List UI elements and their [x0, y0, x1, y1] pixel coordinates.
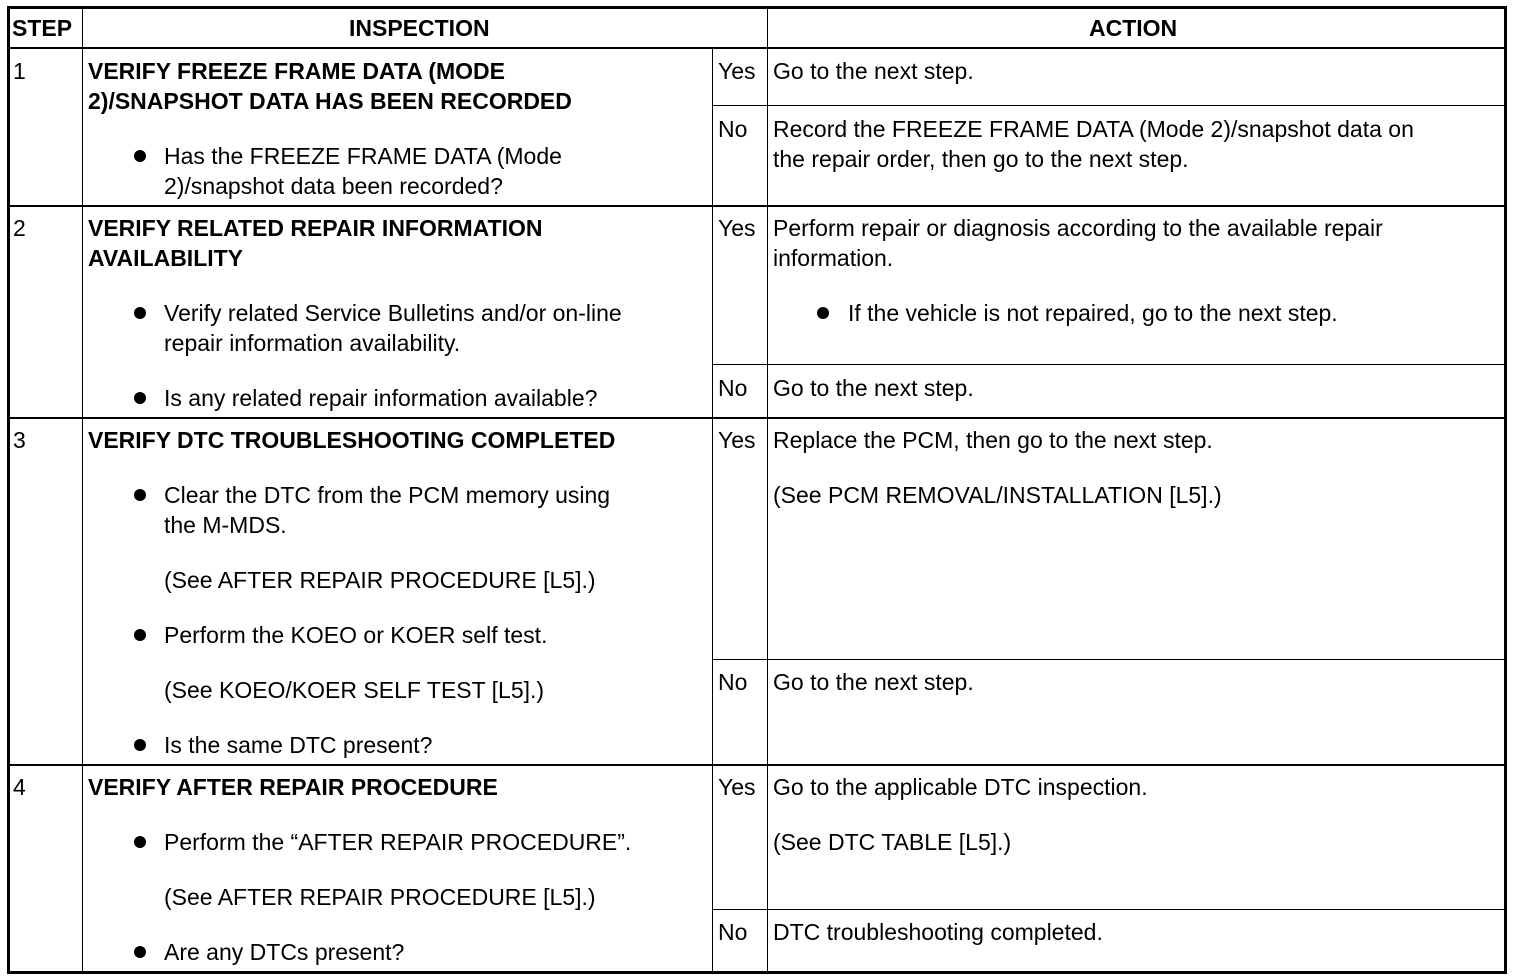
- inspection-item: Verify related Service Bulletins and/or on-line: [164, 300, 622, 326]
- no-action: DTC troubleshooting completed.: [773, 919, 1103, 945]
- no-action: Record the FREEZE FRAME DATA (Mode 2)/snapshot data on: [773, 116, 1414, 142]
- reference-text: (See AFTER REPAIR PROCEDURE [L5].): [164, 884, 596, 910]
- step-title: VERIFY RELATED REPAIR INFORMATION: [88, 215, 543, 241]
- no-label: No: [718, 375, 748, 401]
- step-title: AVAILABILITY: [88, 245, 244, 271]
- bullet-icon: [134, 489, 146, 501]
- inspection-item: Perform the “AFTER REPAIR PROCEDURE”.: [164, 829, 632, 855]
- yes-action-item: If the vehicle is not repaired, go to the next step.: [848, 300, 1338, 326]
- inspection-item: 2)/snapshot data been recorded?: [164, 173, 503, 199]
- yes-action: information.: [773, 245, 894, 271]
- yes-action: Perform repair or diagnosis according to the available repair: [773, 215, 1383, 241]
- bullet-icon: [134, 739, 146, 751]
- bullet-icon: [134, 946, 146, 958]
- yes-label: Yes: [718, 215, 756, 241]
- step-number: 2: [13, 215, 26, 241]
- reference-text: (See AFTER REPAIR PROCEDURE [L5].): [164, 567, 596, 593]
- step-number: 3: [13, 427, 26, 453]
- inspection-item: repair information availability.: [164, 330, 461, 356]
- step-title: 2)/SNAPSHOT DATA HAS BEEN RECORDED: [88, 88, 572, 114]
- step-title: VERIFY AFTER REPAIR PROCEDURE: [88, 774, 498, 800]
- bullet-icon: [134, 392, 146, 404]
- yes-action: Go to the applicable DTC inspection.: [773, 774, 1148, 800]
- no-action: Go to the next step.: [773, 669, 974, 695]
- step-title: VERIFY FREEZE FRAME DATA (MODE: [88, 58, 505, 84]
- no-label: No: [718, 669, 748, 695]
- no-label: No: [718, 116, 748, 142]
- step-number: 4: [13, 774, 26, 800]
- bullet-icon: [134, 150, 146, 162]
- yes-action: Go to the next step.: [773, 58, 974, 84]
- inspection-item: Perform the KOEO or KOER self test.: [164, 622, 548, 648]
- bullet-icon: [134, 836, 146, 848]
- inspection-item: Is any related repair information available?: [164, 385, 598, 411]
- inspection-item: Has the FREEZE FRAME DATA (Mode: [164, 143, 562, 169]
- no-action: the repair order, then go to the next step.: [773, 146, 1189, 172]
- yes-label: Yes: [718, 774, 756, 800]
- bullet-icon: [134, 629, 146, 641]
- step-title: VERIFY DTC TROUBLESHOOTING COMPLETED: [88, 427, 616, 453]
- yes-action: Replace the PCM, then go to the next step.: [773, 427, 1213, 453]
- header-inspection: INSPECTION: [349, 15, 490, 41]
- reference-text: (See KOEO/KOER SELF TEST [L5].): [164, 677, 545, 703]
- no-action: Go to the next step.: [773, 375, 974, 401]
- reference-text: (See PCM REMOVAL/INSTALLATION [L5].): [773, 482, 1222, 508]
- bullet-icon: [817, 307, 829, 319]
- header-step: STEP: [12, 15, 73, 41]
- reference-text: (See DTC TABLE [L5].): [773, 829, 1012, 855]
- bullet-icon: [134, 307, 146, 319]
- yes-label: Yes: [718, 58, 756, 84]
- no-label: No: [718, 919, 748, 945]
- yes-label: Yes: [718, 427, 756, 453]
- inspection-item: Is the same DTC present?: [164, 732, 433, 758]
- inspection-item: Are any DTCs present?: [164, 939, 405, 965]
- step-number: 1: [13, 58, 26, 84]
- inspection-item: Clear the DTC from the PCM memory using: [164, 482, 611, 508]
- inspection-item: the M-MDS.: [164, 512, 287, 538]
- header-action: ACTION: [1089, 15, 1178, 41]
